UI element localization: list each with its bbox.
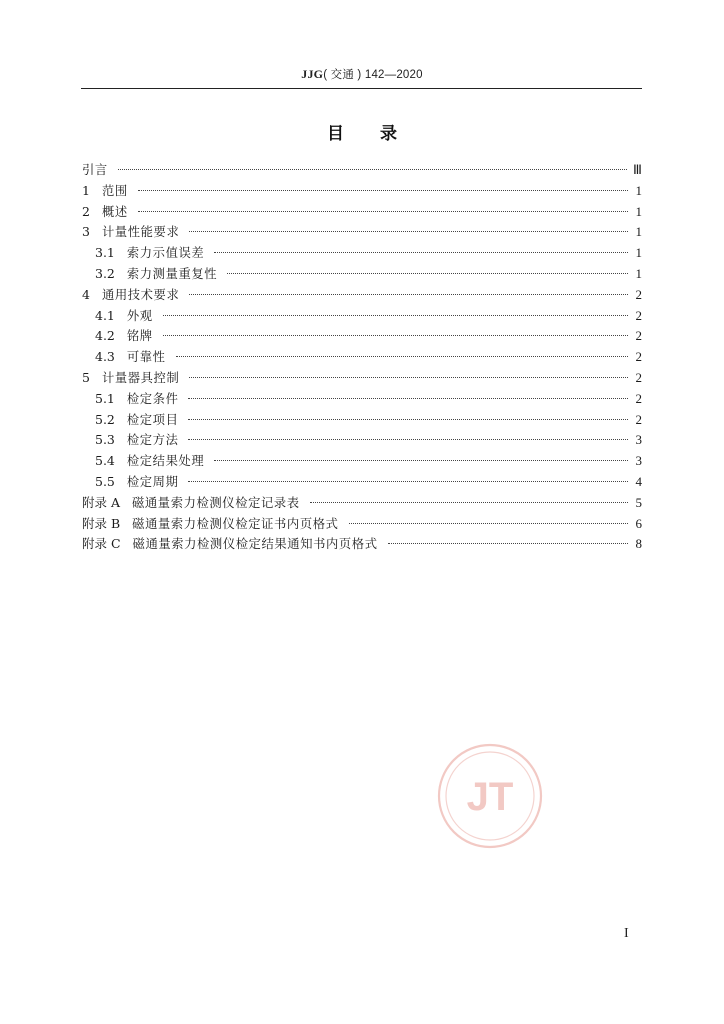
toc-entry-page: 2 [635, 328, 642, 344]
toc-entry-title: 概述 [101, 204, 128, 219]
toc-entry-title: 计量性能要求 [101, 225, 180, 240]
toc-title [0, 119, 724, 144]
toc-entry [82, 222, 642, 243]
toc-entry [82, 181, 642, 202]
toc-entry [82, 264, 642, 285]
toc-entry-number: 5 [82, 369, 90, 385]
toc-entry-page: 2 [635, 349, 642, 365]
toc-entry-number: 3 [82, 224, 90, 240]
toc-entry-number: 附录 C [82, 536, 121, 552]
toc-entry-number: 4.3 [95, 349, 115, 365]
toc-entry-number: 4.2 [95, 328, 115, 344]
toc-entry-page: 4 [635, 473, 642, 489]
toc-entry-page: 5 [635, 494, 642, 510]
toc-dot-leader [227, 273, 628, 274]
toc-entry-title: 外观 [126, 308, 153, 323]
toc-entry-page: 1 [635, 203, 642, 219]
toc-dot-leader [138, 190, 628, 191]
toc-entry-page: 3 [635, 432, 642, 448]
toc-dot-leader [214, 460, 628, 461]
toc-entry [82, 472, 642, 493]
toc-dot-leader [214, 252, 628, 253]
toc-dot-leader [118, 169, 627, 170]
watermark-text: JT [466, 775, 514, 819]
toc-entry [82, 326, 642, 347]
toc-entry-page: 6 [635, 515, 642, 531]
toc-entry-title: 磁通量索力检测仪检定结果通知书内页格式 [132, 537, 378, 552]
toc-entry-page: 1 [635, 182, 642, 198]
toc-dot-leader [310, 502, 628, 503]
toc-entry [82, 347, 642, 368]
toc-entry-number: 1 [82, 182, 90, 198]
toc-entry-number: 5.4 [95, 453, 115, 469]
toc-dot-leader [189, 231, 628, 232]
toc-entry-number: 附录 B [82, 515, 121, 531]
toc-entry-title: 索力示值误差 [126, 246, 205, 261]
toc-entry-number: 3.2 [95, 265, 115, 281]
toc-entry-number: 附录 A [82, 494, 121, 510]
toc-entry [82, 285, 642, 306]
toc-entry-title: 检定周期 [126, 474, 179, 489]
toc-entry-number: 5.2 [95, 411, 115, 427]
toc-entry [82, 368, 642, 389]
toc-entry-page: 2 [635, 369, 642, 385]
toc-dot-leader [176, 356, 628, 357]
toc-dot-leader [189, 377, 628, 378]
toc-entry-page: 2 [635, 390, 642, 406]
toc-entry-title: 磁通量索力检测仪检定记录表 [132, 495, 300, 510]
toc-entry [82, 306, 642, 327]
toc-entry [82, 202, 642, 223]
toc-entry-page: 1 [635, 265, 642, 281]
toc-title-char-1: 目 [327, 124, 344, 144]
toc-entry-title: 范围 [101, 183, 128, 198]
toc-entry-number: 2 [82, 203, 90, 219]
standard-code-number: ( 交通 ) 142—2020 [323, 69, 423, 81]
toc-entry-title: 引言 [82, 163, 108, 177]
toc-entry-number: 4.1 [95, 307, 115, 323]
toc-entry-number: 3.1 [95, 245, 115, 261]
toc-entry [82, 160, 642, 181]
toc-entry [82, 430, 642, 451]
toc-dot-leader [349, 523, 628, 524]
toc-entry-page: 2 [635, 411, 642, 427]
toc-entry-title: 检定条件 [126, 391, 179, 406]
toc-entry-title: 检定结果处理 [126, 454, 205, 469]
toc-entry [82, 534, 642, 555]
jt-watermark-seal [436, 742, 544, 850]
toc-entry-title: 磁通量索力检测仪检定证书内页格式 [132, 516, 339, 531]
toc-entry-title: 检定方法 [126, 433, 179, 448]
header-rule [81, 88, 642, 89]
toc-entry [82, 389, 642, 410]
toc-entry [82, 514, 642, 535]
toc-entry-title: 可靠性 [126, 350, 166, 365]
toc-dot-leader [188, 398, 628, 399]
toc-entry-title: 计量器具控制 [101, 370, 180, 385]
toc-dot-leader [138, 211, 628, 212]
toc-entry-title: 索力测量重复性 [126, 266, 218, 281]
toc-dot-leader [163, 335, 628, 336]
toc-entry [82, 493, 642, 514]
toc-dot-leader [388, 543, 628, 544]
toc-entry-page: 3 [635, 453, 642, 469]
toc-entry-page: 1 [635, 224, 642, 240]
toc-entry [82, 410, 642, 431]
toc-entry-page: 1 [635, 245, 642, 261]
toc-entry-number: 5.3 [95, 432, 115, 448]
toc-entry [82, 243, 642, 264]
toc-entry-title: 检定项目 [126, 412, 179, 427]
table-of-contents [82, 160, 642, 555]
toc-entry-page: 2 [635, 307, 642, 323]
toc-title-char-2: 录 [380, 124, 397, 144]
toc-entry-page: Ⅲ [633, 162, 642, 177]
toc-entry-number: 4 [82, 286, 90, 302]
toc-entry-page: 2 [635, 286, 642, 302]
toc-entry-number: 5.1 [95, 390, 115, 406]
toc-entry [82, 451, 642, 472]
toc-dot-leader [163, 315, 628, 316]
running-header [0, 66, 724, 82]
toc-entry-title: 通用技术要求 [101, 287, 180, 302]
toc-dot-leader [188, 419, 628, 420]
toc-entry-page: 8 [635, 536, 642, 552]
toc-entry-title: 铭牌 [126, 329, 153, 344]
toc-dot-leader [188, 439, 628, 440]
toc-entry-number: 5.5 [95, 473, 115, 489]
toc-dot-leader [189, 294, 628, 295]
standard-code-prefix: JJG [301, 67, 324, 81]
page-number: I [624, 926, 629, 941]
toc-dot-leader [188, 481, 628, 482]
